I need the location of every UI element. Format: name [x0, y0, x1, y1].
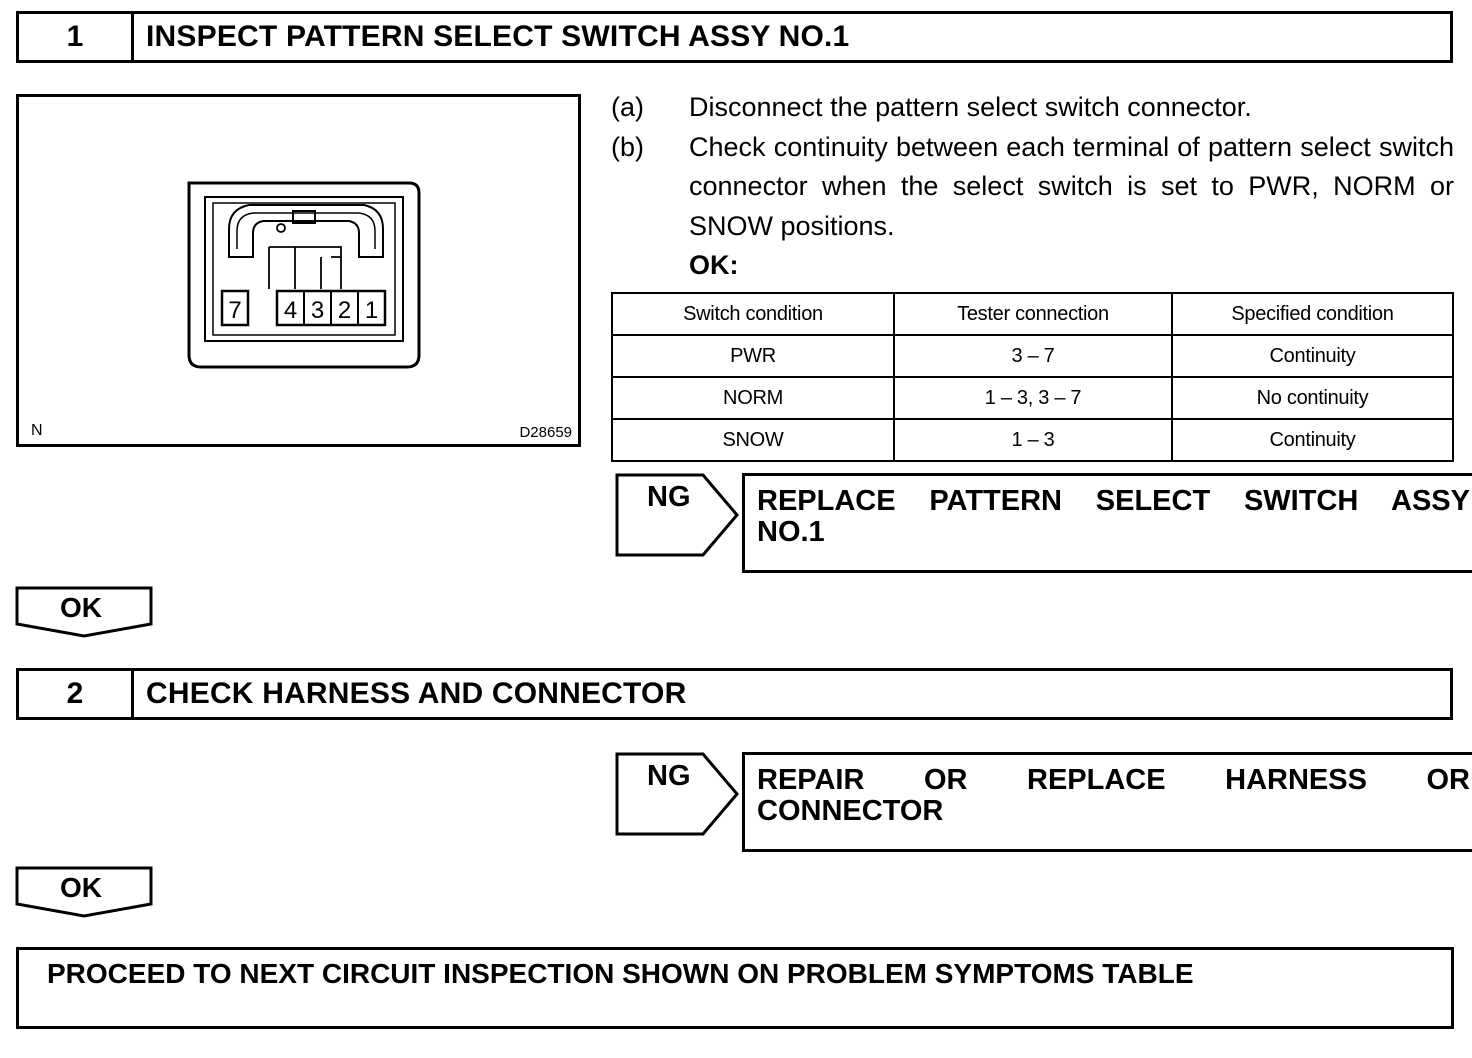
ng-result-box: [742, 473, 1472, 573]
table-header: Specified condition: [1172, 293, 1453, 335]
figure-corner-left: N: [31, 422, 43, 439]
table-row: [612, 377, 1453, 419]
ng-result-line: NO.1: [757, 516, 825, 548]
table-cell: Continuity: [1172, 335, 1453, 377]
table-cell: 3 – 7: [894, 335, 1172, 377]
ng-result-line: REPLACE PATTERN SELECT SWITCH ASSY: [757, 485, 1470, 517]
figure-code: D28659: [519, 424, 572, 441]
ng-branch-1: [615, 473, 1470, 557]
pin-label: 2: [337, 297, 352, 324]
table-cell: 1 – 3: [894, 419, 1172, 461]
ng-tag: NG: [647, 481, 691, 513]
connector-drawing: [19, 97, 578, 444]
ok-tab-1: [15, 586, 155, 638]
table-row: [612, 419, 1453, 461]
step-a-text: Disconnect the pattern select switch connector.: [689, 92, 1252, 122]
step-2-number: 2: [19, 671, 134, 717]
ng-result-box: [742, 752, 1472, 852]
table-cell: NORM: [612, 377, 894, 419]
step-b-text: Check continuity between each terminal of pattern select switch connector when the select switch is set to PWR, NORM or SNOW positions.: [689, 131, 1454, 241]
table-header: Switch condition: [612, 293, 894, 335]
instructions: [611, 88, 1454, 286]
table-cell: PWR: [612, 335, 894, 377]
connector-figure: [16, 94, 581, 447]
ok-label: OK:: [689, 250, 739, 280]
table-row: [612, 335, 1453, 377]
step-a-marker: (a): [611, 92, 644, 122]
spec-table: [611, 292, 1454, 462]
ng-result-line: CONNECTOR: [757, 795, 944, 827]
ng-branch-2: [615, 752, 1470, 836]
final-instruction-text: PROCEED TO NEXT CIRCUIT INSPECTION SHOWN ON PROBLEM SYMPTOMS TABLE: [47, 958, 1194, 989]
step-2-header: [16, 668, 1453, 720]
ng-tag: NG: [647, 760, 691, 792]
ok-tab-label: OK: [60, 592, 102, 623]
table-cell: Continuity: [1172, 419, 1453, 461]
step-2-title: CHECK HARNESS AND CONNECTOR: [146, 677, 687, 710]
ng-result-line: REPAIR OR REPLACE HARNESS OR: [757, 764, 1470, 796]
pin-label: 1: [364, 297, 379, 324]
table-cell: SNOW: [612, 419, 894, 461]
step-1-title: INSPECT PATTERN SELECT SWITCH ASSY NO.1: [146, 20, 850, 53]
table-cell: 1 – 3, 3 – 7: [894, 377, 1172, 419]
pin-label: 3: [310, 297, 325, 324]
step-1-number: 1: [19, 14, 134, 60]
final-instruction-box: [16, 947, 1454, 1029]
step-b-marker: (b): [611, 131, 644, 162]
pin-label: 4: [283, 297, 298, 324]
spec-table-wrap: [611, 292, 1454, 462]
table-cell: No continuity: [1172, 377, 1453, 419]
pin-label: 7: [228, 297, 242, 324]
ok-tab-2: [15, 866, 155, 918]
step-1-header: [16, 11, 1453, 63]
ok-tab-label: OK: [60, 872, 102, 903]
table-header-row: [612, 293, 1453, 335]
table-header: Tester connection: [894, 293, 1172, 335]
